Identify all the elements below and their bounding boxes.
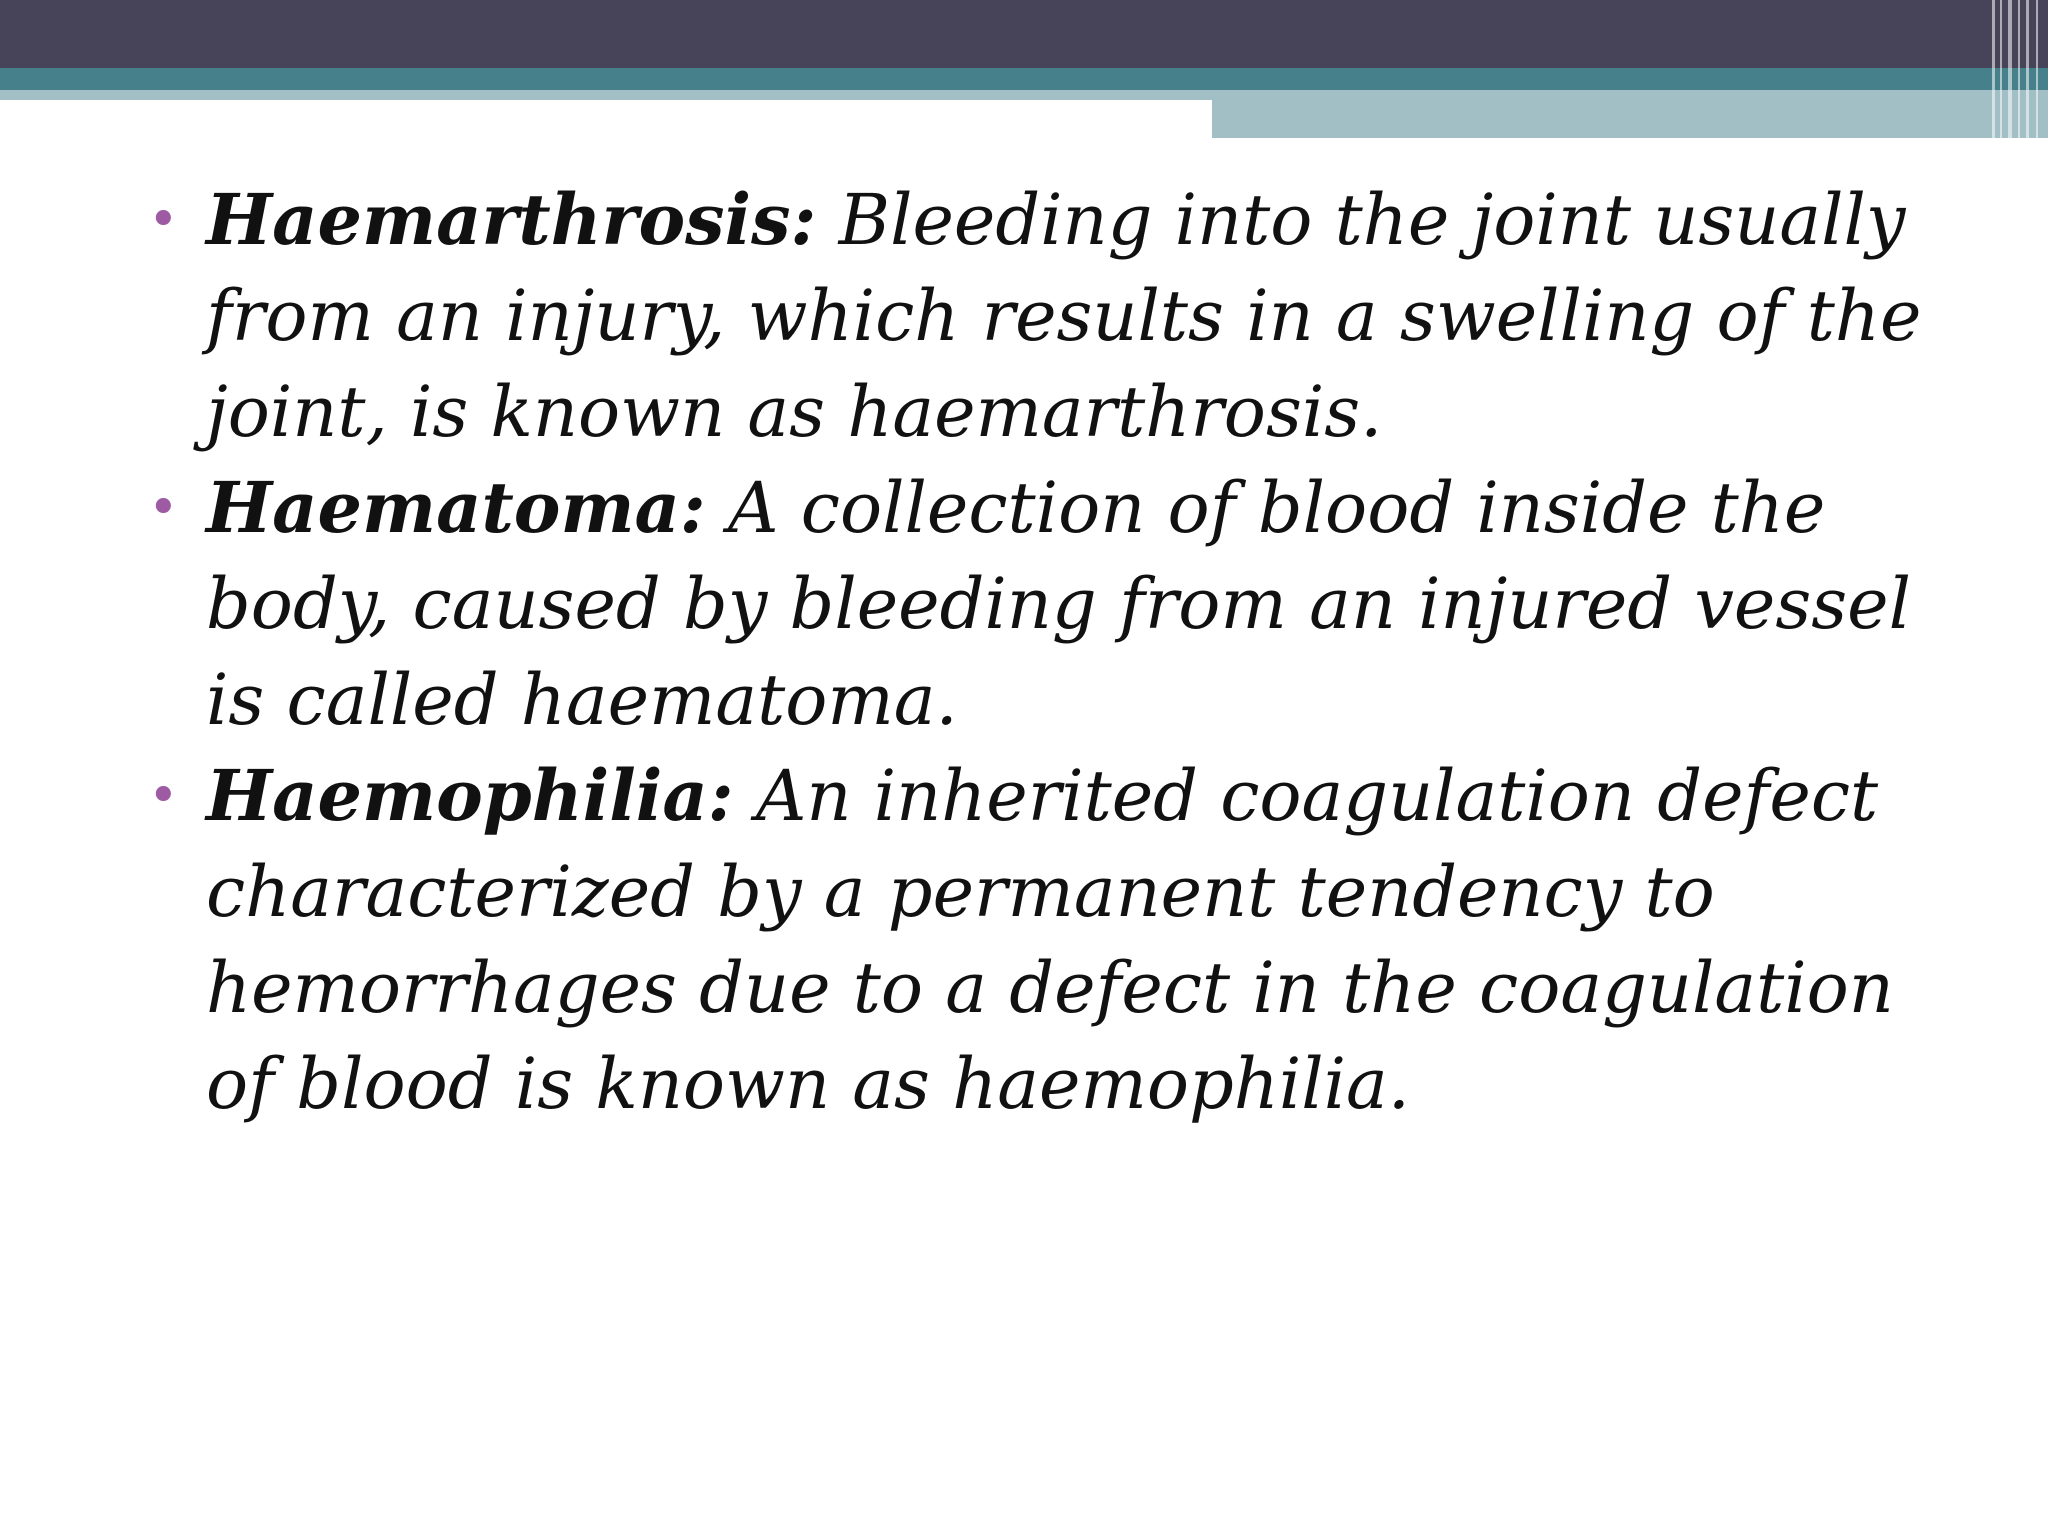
definition-haematoma: A collection of blood inside the body, caused by bleeding from an injured vessel is called haematoma. — [206, 467, 1911, 741]
term-haematoma: Haematoma: — [206, 466, 706, 549]
header-light-band-right — [1212, 90, 2048, 138]
list-item — [148, 460, 1938, 748]
list-item — [148, 748, 1938, 1132]
term-haemarthrosis: Haemarthrosis: — [206, 178, 817, 261]
bullet-dot-icon: • — [148, 766, 179, 826]
definition-haemarthrosis: Bleeding into the joint usually from an injury, which results in a swelling of the joint, is known as haemarthrosis. — [206, 179, 1922, 453]
bullet-dot-icon: • — [148, 478, 179, 538]
header-light-band-left — [0, 90, 1212, 100]
header-dark-band — [0, 0, 2048, 68]
definition-haemophilia: An inherited coagulation defect characterized by a permanent tendency to hemorrhages due to a defect in the coagulation of blood is known as haemophilia. — [206, 755, 1894, 1125]
header-edge-stripes — [1988, 0, 2048, 138]
header-teal-band — [0, 68, 2048, 90]
list-item — [148, 172, 1938, 460]
term-haemophilia: Haemophilia: — [206, 754, 734, 837]
bullet-dot-icon: • — [148, 190, 179, 250]
definition-list — [148, 172, 1938, 1132]
slide-content — [148, 172, 1938, 1132]
